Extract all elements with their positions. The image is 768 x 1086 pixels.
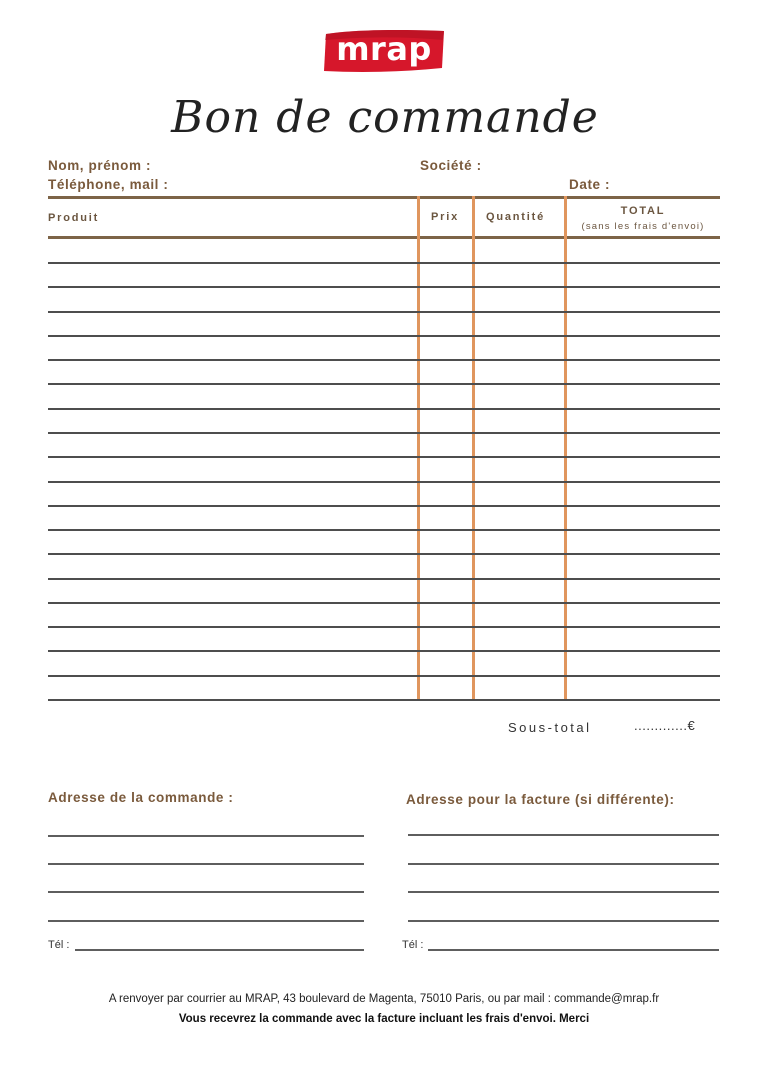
invoice-address-line[interactable] bbox=[408, 834, 719, 836]
table-row-line[interactable] bbox=[48, 383, 720, 385]
invoice-address-line[interactable] bbox=[408, 891, 719, 893]
order-tel-label: Tél : bbox=[48, 939, 70, 951]
invoice-address-label: Adresse pour la facture (si différente): bbox=[406, 792, 675, 807]
table-row-line[interactable] bbox=[48, 359, 720, 361]
logo-text: mrap bbox=[336, 30, 432, 68]
table-top-rule bbox=[48, 196, 720, 199]
table-row-line[interactable] bbox=[48, 529, 720, 531]
invoice-address-line[interactable] bbox=[408, 920, 719, 922]
invoice-tel-label: Tél : bbox=[402, 939, 424, 951]
table-row-line[interactable] bbox=[48, 650, 720, 652]
table-row-line[interactable] bbox=[48, 578, 720, 580]
col-price: Prix bbox=[431, 211, 459, 223]
col-total: TOTAL bbox=[620, 205, 666, 217]
invoice-tel-line[interactable] bbox=[428, 949, 719, 951]
company-label: Société : bbox=[420, 158, 482, 173]
footer-notice: Vous recevrez la commande avec la facture incluant les frais d'envoi. Merci bbox=[178, 1013, 590, 1025]
table-row-line[interactable] bbox=[48, 675, 720, 677]
subtotal-value[interactable]: .............€ bbox=[634, 718, 696, 733]
order-address-line[interactable] bbox=[48, 891, 364, 893]
table-row-line[interactable] bbox=[48, 699, 720, 701]
table-row-line[interactable] bbox=[48, 262, 720, 264]
order-tel-line[interactable] bbox=[75, 949, 364, 951]
date-label: Date : bbox=[569, 177, 611, 192]
table-row-line[interactable] bbox=[48, 432, 720, 434]
table-row-line[interactable] bbox=[48, 626, 720, 628]
footer-return-info: A renvoyer par courrier au MRAP, 43 boulevard de Magenta, 75010 Paris, ou par mail : commande@mrap.fr bbox=[108, 993, 660, 1005]
order-address-line[interactable] bbox=[48, 835, 364, 837]
page-title: Bon de commande bbox=[171, 92, 599, 143]
table-row-line[interactable] bbox=[48, 456, 720, 458]
table-row-line[interactable] bbox=[48, 553, 720, 555]
col-separator-total bbox=[564, 196, 567, 700]
col-separator-quantity bbox=[472, 196, 475, 700]
table-row-line[interactable] bbox=[48, 602, 720, 604]
table-row-line[interactable] bbox=[48, 286, 720, 288]
table-row-line[interactable] bbox=[48, 408, 720, 410]
subtotal-label: Sous-total bbox=[508, 720, 592, 735]
name-label: Nom, prénom : bbox=[48, 158, 152, 173]
col-product: Produit bbox=[48, 212, 100, 224]
col-total-note: (sans les frais d'envoi) bbox=[581, 221, 705, 232]
table-row-line[interactable] bbox=[48, 335, 720, 337]
order-address-line[interactable] bbox=[48, 863, 364, 865]
col-quantity: Quantité bbox=[486, 211, 546, 223]
col-separator-price bbox=[417, 196, 420, 700]
invoice-address-line[interactable] bbox=[408, 863, 719, 865]
phone-label: Téléphone, mail : bbox=[48, 177, 169, 192]
table-header-rule bbox=[48, 236, 720, 239]
table-row-line[interactable] bbox=[48, 311, 720, 313]
order-address-label: Adresse de la commande : bbox=[48, 790, 234, 805]
table-row-line[interactable] bbox=[48, 505, 720, 507]
table-row-line[interactable] bbox=[48, 481, 720, 483]
order-address-line[interactable] bbox=[48, 920, 364, 922]
